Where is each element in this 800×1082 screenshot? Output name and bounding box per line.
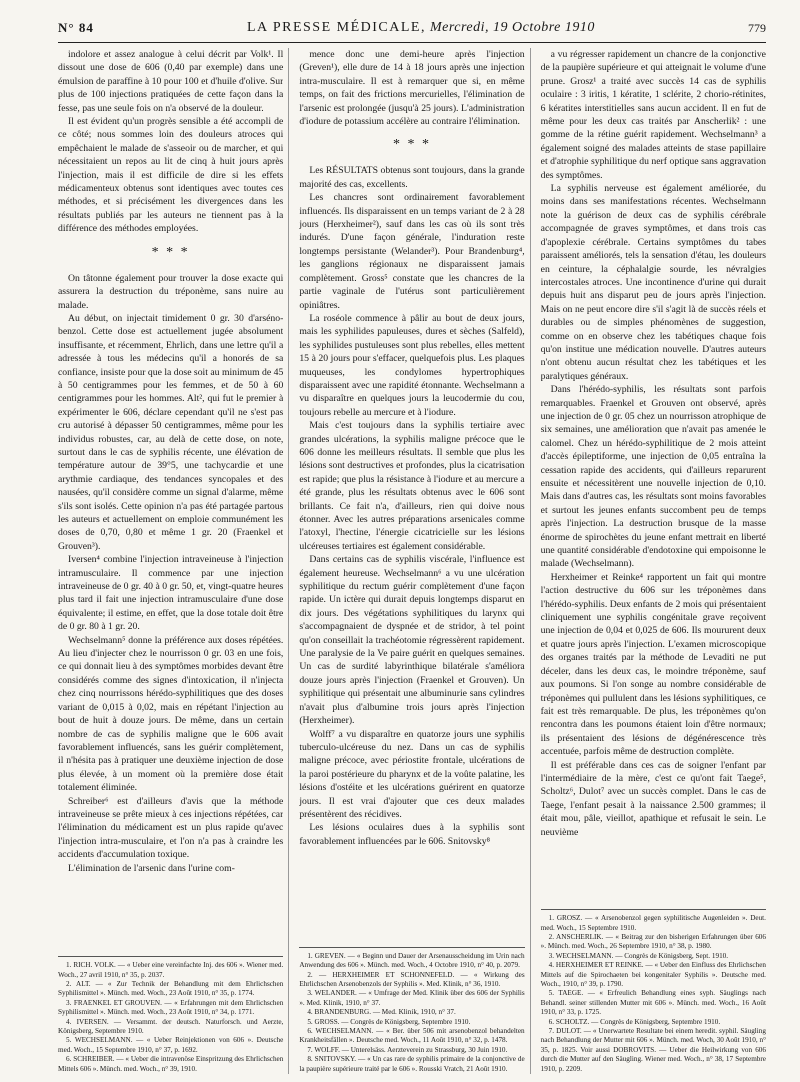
footnote: 2. — HERXHEIMER ET SCHONNEFELD. — « Wirkung des Ehrlichschen Arsenobenzols der Syphilis ». Med. Klinik, n° 36, 1910. [299, 970, 525, 988]
page-number: 779 [748, 20, 766, 35]
footnote: 2. ANSCHERLIK. — « Beitrag zur den bisherigen Erfahrungen über 606 ». Münch. med. Woch., 26 Septembre 1910, n° 38, p. 1980. [540, 932, 766, 951]
issue-date: Mercredi, 19 Octobre 1910 [429, 20, 595, 35]
article-columns [58, 48, 766, 1074]
footnote: 2. ALT. — « Zur Technik der Behandlung mit dem Ehrlichschen Syphilismittel ». Münch. med. Woch., 23 Août 1910, n° 35, p. 1774. [58, 979, 284, 998]
footnote: 7. WOLFF. — Unterelsäss. Aerzteverein zu Strassburg, 30 Juin 1910. [307, 1045, 508, 1054]
paragraph: Il est préférable dans ces cas de soigner l'enfant par l'intermédiaire de la mère, c'est ce qu'ont fait Taege⁵, Scholtz⁶, Dulot⁷ avec un succès complet. Dans le cas de Taege, l'enfant pesait à la naissance 2.500 grammes; il était mou, pâle, vieillot, apathique et refusait le sein. Le neuvième [540, 759, 766, 838]
page-header [58, 14, 766, 43]
column-1 [58, 48, 289, 1074]
footnote: 3. FRAENKEL ET GROUVEN. — « Erfahrungen mit dem Ehrlichschen Syphilismittel ». Münch. med. Woch., 23 Août 1910, n° 34, p. 1771. [58, 998, 284, 1017]
paragraph: On tâtonne également pour trouver la dose exacte qui assurera la destruction du tréponème, sans nuire au malade. [58, 272, 284, 311]
paragraph: Mais c'est toujours dans la syphilis tertiaire avec grandes ulcérations, la syphilis maligne précoce que le 606 donne les meilleurs résultats. Il semble que plus les lésions sont destructives et profondes, plus la cicatrisation est rapide; que plus la résistance à l'iodure et au mercure a été grande, plus les résultats obtenus avec le 606 sont brillants. Ce fait n'a, d'ailleurs, rien qui doive nous étonner. Avec les autres préparations arsenicales comme l'atoxyl, l'hectine, l'énergie cicatricielle sur les lésions ulcéreuses tertiaires est également considérable. [299, 420, 525, 552]
journal-name: LA PRESSE MÉDICALE, [246, 20, 426, 35]
paragraph: Dans certains cas de syphilis viscérale, l'influence est également heureuse. Wechselmann⁶ a vu une ulcération syphilitique du rectum guérir complètement d'une façon rapide. Un ictère qui durait depuis longtemps disparut en dix jours. Des végétations syphilitiques du larynx qui s'accompagnaient de dyspnée et de stridor, à tel point qu'on conseillait la trachéotomie régressèrent rapidement. Une paralysie de la Ve paire guérit en quelques semaines. Un cas de surdité labyrinthique bilatérale s'améliora douze jours après l'injection (Fraenkel et Grouven). Un syphilitique qui présentait une albuminurie sans cylindres n'avait plus d'albumine trois jours après l'injection (Herxheimer). [299, 554, 525, 727]
footnote: 5. WECHSELMANN. — « Ueber Reinjektionen von 606 ». Deutsche med. Woch., 15 Septembre 1910, n° 37, p. 1692. [58, 1036, 284, 1054]
paragraph: mence donc une demi-heure après l'injection (Greven¹), elle dure de 14 à 18 jours après une injection intra-musculaire. Il est à remarquer que si, en même temps, on fait des frictions mercurielles, l'élimination de l'arsenic est prolongée (jusqu'à 25 jours). L'administration d'iodure de potassium accélère au contraire l'élimination. [299, 49, 525, 128]
paragraph: L'élimination de l'arsenic dans l'urine com- [68, 862, 235, 874]
paragraph: Iversen⁴ combine l'injection intraveineuse à l'injection intramusculaire. Il commence par une injection intraveineuse de 0 gr. 40 à 0 gr. 50, et, vingt-quatre heures plus tard il fait une injection intramusculaire d'une dose équivalente; il estime, en effet, que la dose totale doit être de 0 gr. 80 à 1 gr. 20. [58, 554, 284, 633]
paragraph: Au début, on injectait timidement 0 gr. 30 d'arséno-benzol. Cette dose est actuellement jugée absolument insuffisante, et récemment, Ehrlich, dans une lettre qu'il a adressée à tous les médecins qu'il a honorés de sa confiance, insiste pour que la dose soit au minimum de 45 à 50 centigrammes pour les femmes, et de 50 à 60 centigrammes pour les hommes. Alt², qui fut le premier à expérimenter le 606, déclare cependant qu'il ne s'est pas cru autorisé à dépasser 50 centigrammes, même pour les individus robustes, car, au delà de cette dose, on note, surtout dans le cas de syphilis récente, une élévation de température autour de 39°5, une tachycardie et une arythmie cardiaque, des tendances syncopales et des nausées, qu'il considère comme un signal d'alarme, même s'ils sont isolés. Cette opinion n'a pas été partagée partous les auteurs et actuellement on emploie communément les doses de 0,70, 0,80 et même 1 gr. 20 (Fraenkel et Grouven³). [58, 312, 284, 552]
column-2-body [299, 48, 524, 943]
footnote: 6. SCHREIBER. — « Ueber die intravenöse Einspritzung des Ehrlichschen Mittels 606 ». Münch. med. Woch., n° 39, 1910. [58, 1055, 284, 1073]
issue-number: N° 84 [58, 20, 94, 35]
paragraph: Dans l'hérédo-syphilis, les résultats sont parfois remarquables. Fraenkel et Grouven ont observé, après une injection de 0 gr. 05 chez un nourrisson atrophique de six semaines, une amélioration que n'avait pas amenée le calomel. Chez un hérédo-syphilitique de 2 mois atteint d'accès épileptiforme, une injection de 0,05 entraîna la cessation rapide des accidents, qui d'ailleurs reparurent ensuite et nécessitèrent une nouvelle injection de 0,10. Mais dans d'autres cas, les résultats sont moins favorables et surtout les jeunes enfants succombent peu de temps après l'injection. La destruction brusque de la masse énorme de spirochètes du jeune enfant mettrait en liberté une quantité considérable d'endotoxine qui empoisonne le malade (Wechselmann). [540, 384, 766, 570]
masthead [247, 20, 595, 36]
footnote: 1. GROSZ. — « Arsenobenzol gegen syphilitische Augenleiden ». Deut. med. Woch., 15 Septembre 1910. [540, 914, 766, 932]
column-2 [299, 48, 530, 1074]
paragraph: indolore et assez analogue à celui décrit par Volk¹. Il dissout une dose de 606 (0,40 par exemple) dans une émulsion de paraffine à 10 pour 100 et d'huile d'olive. Sur plus de 100 injections pratiquées de cette façon dans la fesse, pas une seule fois on n'a observé de la douleur. [58, 49, 284, 114]
paragraph: Les chancres sont ordinairement favorablement influencés. Ils disparaissent en un temps variant de 2 à 28 jours (Herxheimer²), sauf dans les cas où ils sont très indurés. D'une façon générale, l'induration reste longtemps persistante (Welander³). Pour Brandenburg⁴, les ganglions régionaux ne disparaissent jamais complètement. Gross⁵ constate que les chancres de la partie vaginale de l'utérus sont particulièrement opiniâtres. [299, 192, 525, 311]
paragraph: Schreiber⁶ est d'ailleurs d'avis que la méthode intraveineuse se prête mieux à ces injections répétées, car l'élimination du médicament est un plus rapide qu'avec l'injection intra-musculaire, et l'on n'a pas à craindre les accidents d'accumulation toxique. [58, 795, 284, 861]
paragraph: a vu régresser rapidement un chancre de la conjonctive de la paupière supérieure et qui atteignait le volume d'une prune. Grosz¹ a traité avec succès 14 cas de syphilis oculaire : 3 iritis, 1 kératite, 1 sclérite, 2 chorio-rétinites, 6 kératites interstitielles sans aucun accident. Il en fut de même pour les deux cas traités par Anscherlik² : une gomme de la rétine guérit rapidement. Wechselmann³ a également soigné des malades atteints de stase papillaire et d'atrophie syphilitique du nerf optique sans aggravation des symptômes. [540, 49, 766, 181]
paragraph: Les lésions oculaires dues à la syphilis sont favorablement influencées par le 606. Snitovsky⁸ [299, 822, 525, 847]
column-1-body [58, 48, 283, 952]
footnote: 1. GREVEN. — « Beginn und Dauer der Arsenausscheidung im Urin nach Anwendung des 606 ». Münch. med. Woch., 4 Octobre 1910, n° 40, p. 2079. [299, 951, 525, 970]
footnote: 1. RICH. VOLK. — « Ueber eine vereinfachte Inj. des 606 ». Wiener med. Woch., 27 avril 1910, n° 35, p. 2037. [58, 961, 284, 979]
footnote: 4. HERXHEIMER ET REINKE. — « Ueber den Einfluss des Ehrlichschen Mittels auf die Spirochaeten bei kongenitaler Syphilis ». Deutsche med. Woch., 1910, n° 39, p. 1790. [540, 961, 766, 988]
footnotes [541, 909, 766, 1074]
footnote: 4. IVERSEN. — Versammt. der deutsch. Naturforsch. und Aerzte, Königsberg, Septembre 1910. [58, 1017, 284, 1035]
section-separator: * * * [392, 137, 431, 153]
footnote: 4. BRANDENBURG. — Med. Klinik, 1910, n° 37. [307, 1008, 456, 1017]
footnote: 6. SCHOLTZ. — Congrès de Königsberg, Septembre 1910. [548, 1017, 721, 1026]
paragraph: Il est évident qu'un progrès sensible a été accompli de ce côté; nous sommes loin des douleurs atroces qui empêchaient le malade de s'asseoir ou de marcher, et qui nécessitaient un repos au lit de cinq à huit jours après l'injection, mais il est difficile de dire si les effets médicamenteux obtenus sont identiques avec toutes ces méthodes, et si précisément les divergences dans les résultats publiés par les auteurs ne tiennent pas à la différence des méthodes employées. [58, 116, 284, 235]
paragraph: Wolff⁷ a vu disparaître en quatorze jours une syphilis tuberculo-ulcéreuse du nez. Dans un cas de syphilis maligne précoce, avec périostite frontale, ulcérations de la paroi postérieure du pharynx et de la voûte palatine, les lésions d'ostéite et les ulcérations guérirent en quatorze jours. Il est vrai d'ajouter que ces deux malades présentèrent des récidives. [299, 728, 525, 820]
footnotes [299, 947, 524, 1074]
paragraph: Les RÉSULTATS obtenus sont toujours, dans la grande majorité des cas, excellents. [299, 165, 525, 190]
footnote: 5. TAEGE. — « Erfreulich Behandlung eines syph. Säuglings nach Behandl. seiner stillenden Mutter mit 606 ». Münch. med. Woch., 16 Août 1910, n° 33, p. 1725. [540, 989, 766, 1017]
footnote: 3. WELANDER. — « Umfrage der Med. Klinik über des 606 der Syphilis ». Med. Klinik, 1910, n° 37. [299, 989, 525, 1007]
footnote: 7. DULOT. — « Unerwartete Resultate bei einem heredit. syphil. Säugling nach Behandlung der Mutter mit 606 ». Münch. med. Woch, 30 Août 1910, n° 35, p. 1825. Voir aussi DOBROVITS. — Ueber die Heilwirkung von 606 durch die Mutter auf den Säugling. Wiener med. Woch., n° 38, 17 Septembre 1910, p. 2209. [540, 1026, 766, 1073]
footnote: 3. WECHSELMANN. — Congrès de Königsberg, Sept. 1910. [548, 951, 729, 960]
footnote: 8. SNITOVSKY. — « Un cas rare de syphilis primaire de la conjonctive de la paupière supérieure traité par le 606 ». Rousski Vratch, 21 Août 1910. [299, 1055, 525, 1073]
paragraph: Wechselmann⁵ donne la préférence aux doses répétées. Au lieu d'injecter chez le nourrisson 0 gr. 03 en une fois, ce qui donnait lieu à des symptômes morbides devant être considérés comme des signes d'intoxication, il n'injecta chez cinq nourrissons hérédo-syphilitiques que des doses variant de 0,015 à 0,02, mais en répétant l'injection au bout de huit à douze jours. De même, dans un certain nombre de cas de syphilis maligne que le 606 avait favorablement influencés, sans les guérir complètement, il n'hésita pas à pratiquer une deuxième injection de dose plus élevée, à un moment où la première dose était totalement éliminée. [58, 634, 284, 794]
paragraph: La syphilis nerveuse est également améliorée, du moins dans ses manifestations récentes. Wechselmann note la guérison de deux cas de syphilis cérébrale accompagnée de graves symptômes, et dans trois cas d'apoplexie cérébrale. Certains symptômes du tabes paraissent améliorés, tels la sensation d'étau, les douleurs en ceinture, la céphalalgie sourde, les névralgies intercostales atroces. Une incontinence d'urine qui durait depuis huit ans disparut peu de jours après l'injection. Mais on ne peut encore dire s'il s'agit là de succès réels et durables ou de simples phénomènes de suggestion, comme on en observe chez les tabétiques chaque fois qu'on institue une médication nouvelle. D'autres auteurs n'ont obtenu aucun résultat chez les tabétiques et les paralytiques généraux. [540, 183, 766, 382]
section-separator: * * * [151, 244, 190, 260]
footnote: 5. GROSS. — Congrès de Königsberg, Septembre 1910. [307, 1017, 471, 1026]
column-3-body [541, 48, 766, 905]
paragraph: Herxheimer et Reinke⁴ rapportent un fait qui montre l'action destructive du 606 sur les tréponèmes dans l'hérédo-syphilis. Deux enfants de 2 mois qui présentaient cliniquement une syphilis congénitale grave reçoivent une injection de 0,04 et 0,025 de 606. Ils moururent deux et quatre jours après l'injection. L'examen microscopique des organes traités par la méthode de Levaditi ne put déceler, dans les deux cas, le moindre tréponème, sauf aux poumons. Si l'on songe au nombre considérable de tréponèmes qui pullulent dans les lésions syphilitiques, ce fait est très remarquable. De plus, les tréponèmes qu'on rencontra dans les poumons étaient loin d'être normaux; ils présentaient des lésions de dégénérescence très accentuée, parfois même de destruction complète. [540, 571, 766, 758]
paragraph: La roséole commence à pâlir au bout de deux jours, mais les syphilides papuleuses, dures et sèches (Salfeld), les syphilides pustuleuses sont plus rebelles, elles mettent 15 à 20 jours pour s'effacer, quelquefois plus. Les plaques muqueuses, les condylomes hypertrophiques disparaissent avec une rapidité étonnante. Wechselmann a vu disparaître en quelques jours la leucodermie du cou, toujours rebelle au mercure et à l'iodure. [299, 312, 525, 418]
footnote: 6. WECHSELMANN. — « Ber. über 506 mit arsenobenzol behandelten Krankheitsfällen ». Deutsche med. Woch., 11 Août 1910, n° 32, p. 1478. [299, 1026, 525, 1045]
footnotes [58, 956, 283, 1074]
column-3 [541, 48, 766, 1074]
